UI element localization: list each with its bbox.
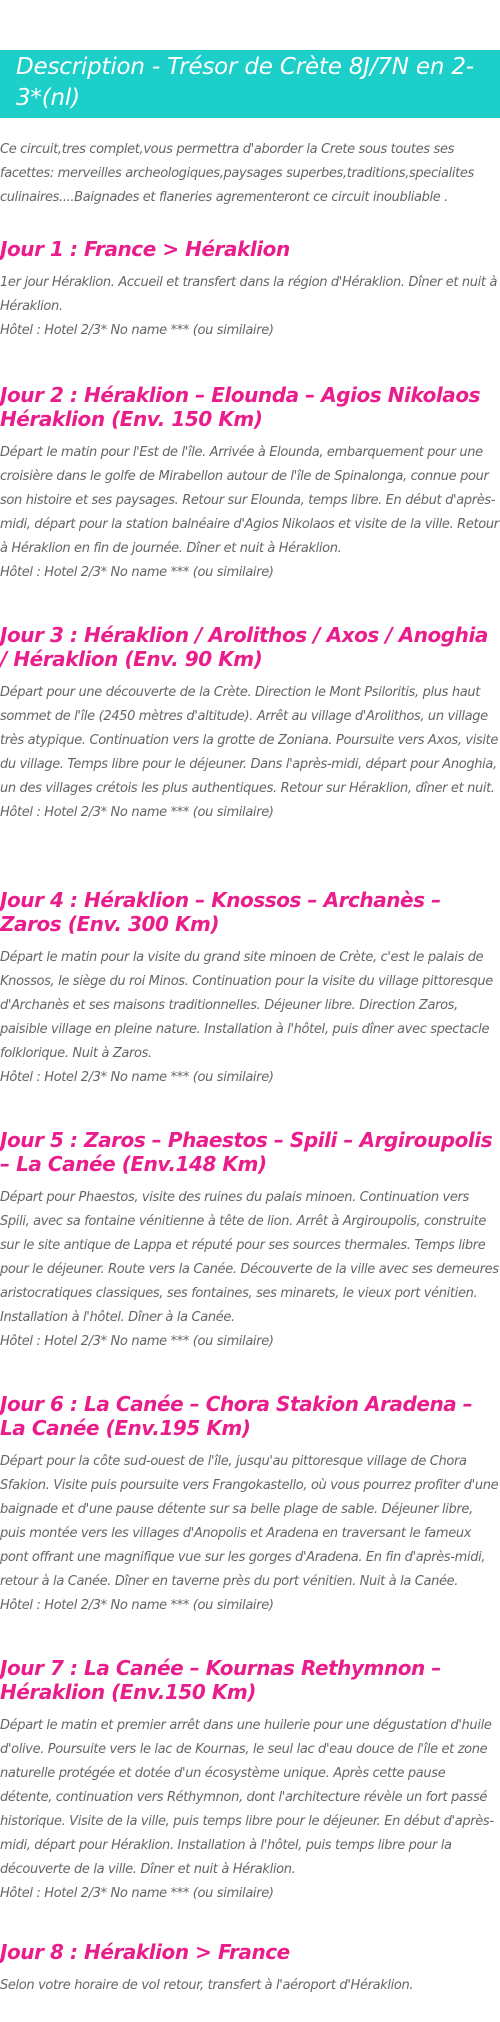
day-hotel: Hôtel : Hotel 2/3* No name *** (ou similaire): [0, 565, 274, 580]
day-text: Départ le matin pour la visite du grand site minoen de Crète, c'est le palais de Knossos, le siège du roi Minos. Continuation pour la visite du village pittoresque d'Archanès et ses maisons traditionnelles. Déjeuner libre. Direction Zaros, paisible village en pleine nature. Installation à l'hôtel, puis dîner avec spectacle folklorique. Nuit à Zaros.: [0, 950, 493, 1061]
day-text: Départ pour Phaestos, visite des ruines du palais minoen. Continuation vers Spili, avec sa fontaine vénitienne à tête de lion. Arrêt à Argiroupolis, construite sur le site antique de Lappa et réputé pour ses sources thermales. Temps libre pour le déjeuner. Route vers la Canée. Découverte de la ville avec ses demeures aristocratiques classiques, ses fontaines, ses minarets, le vieux port vénitien. Installation à l'hôtel. Dîner à la Canée.: [0, 1190, 499, 1325]
day-description: [0, 271, 500, 343]
day-text: 1er jour Héraklion. Accueil et transfert dans la région d'Héraklion. Dîner et nuit à Héraklion.: [0, 275, 498, 314]
day-hotel: Hôtel : Hotel 2/3* No name *** (ou similaire): [0, 1334, 274, 1349]
day-text: Départ pour la côte sud-ouest de l'île, jusqu'au pittoresque village de Chora Sfakion. Visite puis poursuite vers Frangokastello, où vous pourrez profiter d'une baignade et d'une pause détente sur sa belle plage de sable. Déjeuner libre, puis montée vers les villages d'Anopolis et Aradena en traversant le fameux pont offrant une magnifique vue sur les gorges d'Aradena. En fin d'après-midi, retour à la Canée. Dîner en taverne près du port vénitien. Nuit à la Canée.: [0, 1454, 499, 1589]
day-text: Selon votre horaire de vol retour, transfert à l'aéroport d'Héraklion.: [0, 1978, 414, 1993]
day-title: Jour 8 : Héraklion > France: [0, 1940, 290, 1964]
day-7-section: [0, 1656, 500, 1906]
day-8-section: [0, 1940, 500, 1998]
day-5-section: [0, 1128, 500, 1354]
day-hotel: Hôtel : Hotel 2/3* No name *** (ou similaire): [0, 1070, 274, 1085]
page-title: Description - Trésor de Crète 8J/7N en 2-3*(nl): [16, 54, 474, 111]
day-title: Jour 1 : France > Héraklion: [0, 237, 290, 261]
day-description: [0, 1450, 500, 1618]
intro-text: Ce circuit,tres complet,vous permettra d'aborder la Crete sous toutes ses facettes: merveilles archeologiques,paysages superbes,traditions,specialites culinaires....Baignades et flaneries agrementeront ce circuit inoubliable .: [0, 142, 474, 205]
day-description: [0, 946, 500, 1090]
description-header: [0, 50, 500, 118]
day-title: Jour 4 : Héraklion – Knossos – Archanès – Zaros (Env. 300 Km): [0, 888, 441, 936]
day-description: [0, 1186, 500, 1354]
day-4-section: [0, 888, 500, 1090]
day-text: Départ le matin pour l'Est de l'île. Arrivée à Elounda, embarquement pour une croisière dans le golfe de Mirabellon autour de l'île de Spinalonga, connue pour son histoire et ses paysages. Retour sur Elounda, temps libre. En début d'après-midi, départ pour la station balnéaire d'Agios Nikolaos et visite de la ville. Retour à Héraklion en fin de journée. Dîner et nuit à Héraklion.: [0, 445, 499, 556]
day-hotel: Hôtel : Hotel 2/3* No name *** (ou similaire): [0, 323, 274, 338]
day-1-section: [0, 237, 500, 343]
day-2-section: [0, 383, 500, 585]
day-title: Jour 5 : Zaros – Phaestos – Spili – Argiroupolis – La Canée (Env.148 Km): [0, 1128, 493, 1176]
day-3-section: [0, 623, 500, 825]
day-hotel: Hôtel : Hotel 2/3* No name *** (ou similaire): [0, 805, 274, 820]
day-6-section: [0, 1392, 500, 1618]
day-description: [0, 441, 500, 585]
day-description: [0, 1974, 500, 1998]
day-title: Jour 6 : La Canée – Chora Stakion Aradena – La Canée (Env.195 Km): [0, 1392, 473, 1440]
day-text: Départ le matin et premier arrêt dans une huilerie pour une dégustation d'huile d'olive. Poursuite vers le lac de Kournas, le seul lac d'eau douce de l'île et zone naturelle protégée et dotée d'un écosystème unique. Après cette pause détente, continuation vers Réthymnon, dont l'architecture révèle un fort passé historique. Visite de la ville, puis temps libre pour le déjeuner. En début d'après-midi, départ pour Héraklion. Installation à l'hôtel, puis temps libre pour la découverte de la ville. Dîner et nuit à Héraklion.: [0, 1718, 494, 1877]
day-hotel: Hôtel : Hotel 2/3* No name *** (ou similaire): [0, 1886, 274, 1901]
day-title: Jour 7 : La Canée – Kournas Rethymnon – Héraklion (Env.150 Km): [0, 1656, 441, 1704]
day-title: Jour 3 : Héraklion / Arolithos / Axos / Anoghia / Héraklion (Env. 90 Km): [0, 623, 488, 671]
day-description: [0, 1714, 500, 1906]
day-description: [0, 681, 500, 825]
day-title: Jour 2 : Héraklion – Elounda – Agios Nikolaos Héraklion (Env. 150 Km): [0, 383, 481, 431]
day-text: Départ pour une découverte de la Crète. Direction le Mont Psiloritis, plus haut sommet de l'île (2450 mètres d'altitude). Arrêt au village d'Arolithos, un village très atypique. Continuation vers la grotte de Zoniana. Poursuite vers Axos, visite du village. Temps libre pour le déjeuner. Dans l'après-midi, départ pour Anoghia, un des villages crétois les plus authentiques. Retour sur Héraklion, dîner et nuit.: [0, 685, 499, 796]
day-hotel: Hôtel : Hotel 2/3* No name *** (ou similaire): [0, 1598, 274, 1613]
